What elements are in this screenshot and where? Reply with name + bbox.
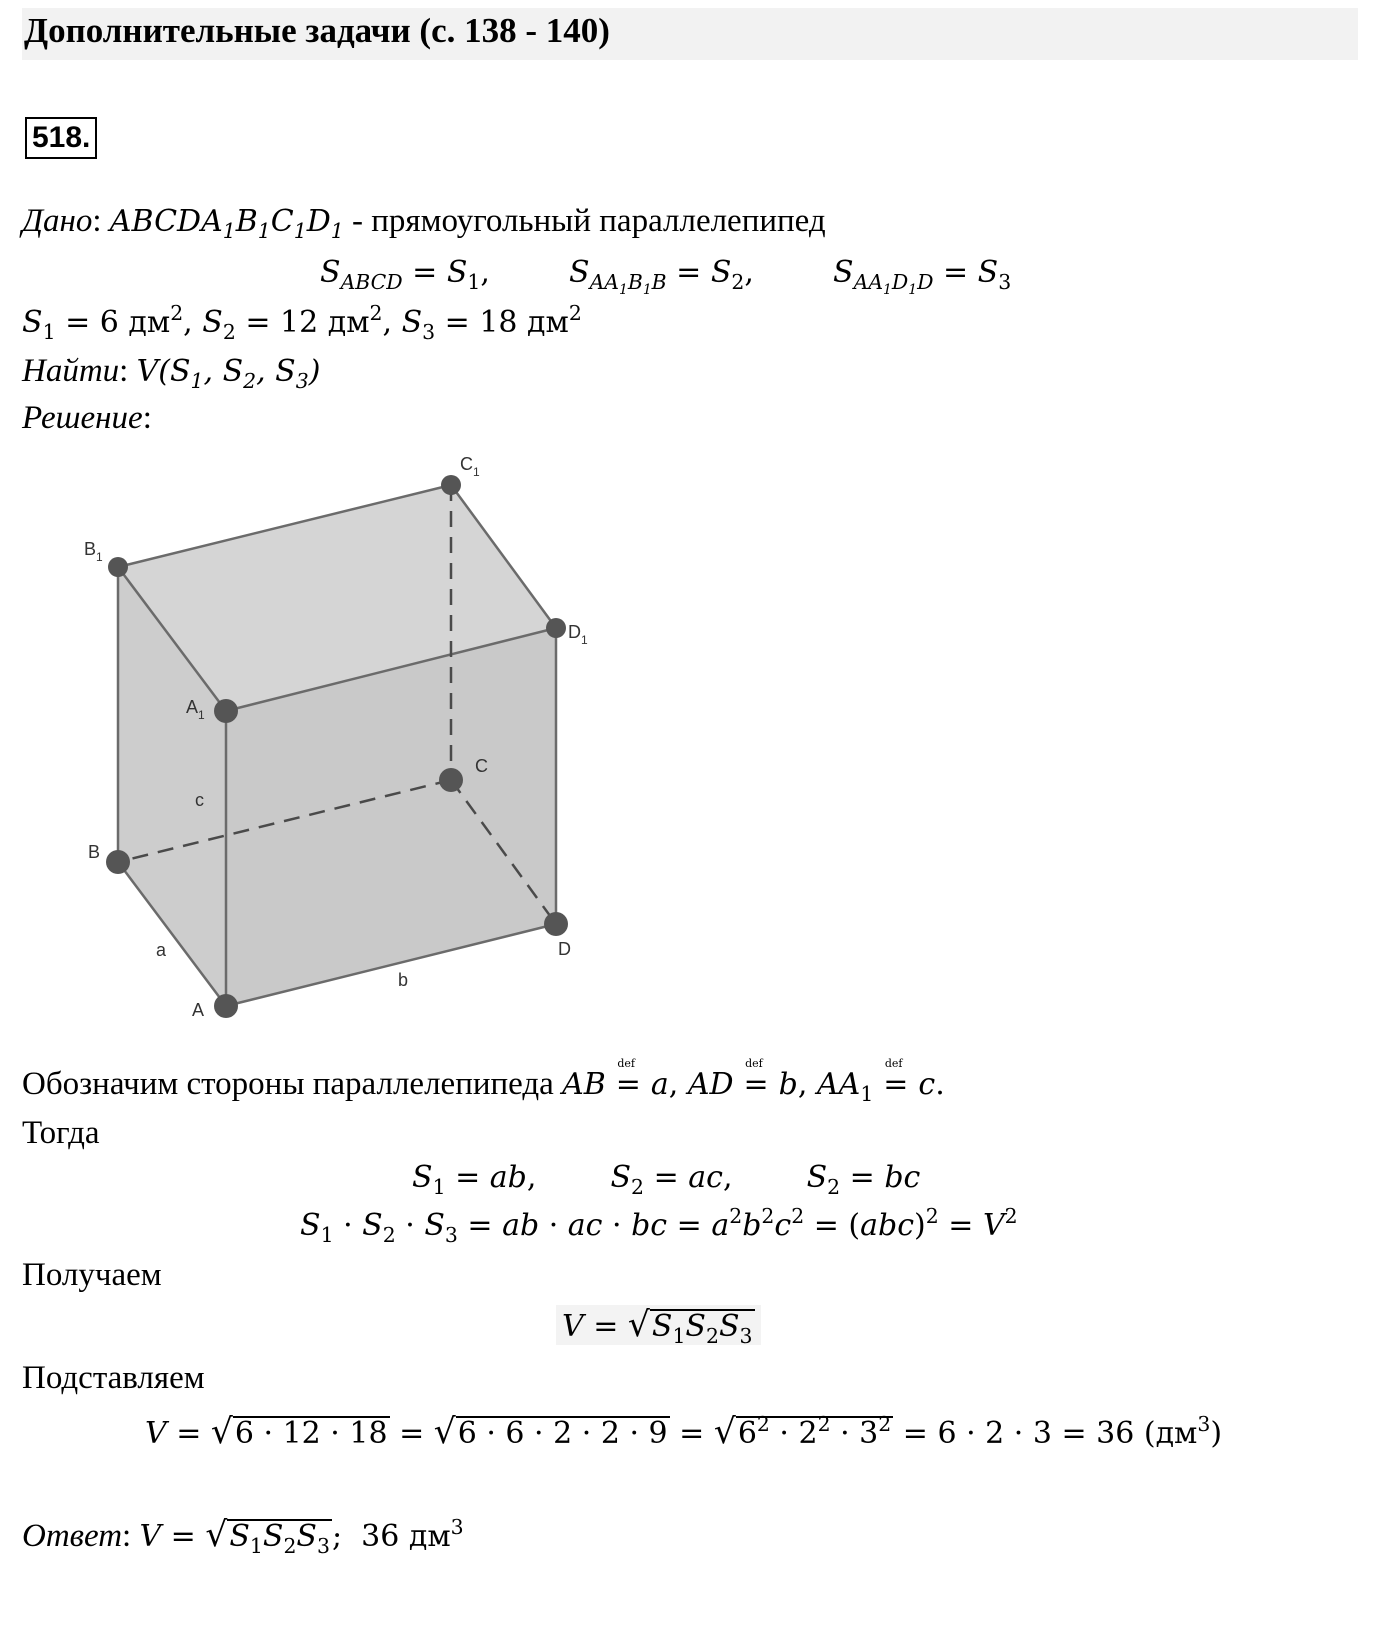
parallelepiped-figure	[0, 440, 700, 1040]
formula-product: $S_1 \cdot S_2 \cdot S_3$ = ab · ac · bc = $a^2b^2c^2 = (abc)^2 = V^2$	[300, 1203, 1018, 1248]
find-label: Найти	[22, 353, 120, 389]
vertex-a1	[214, 699, 238, 723]
label-b: B	[88, 842, 101, 862]
formula-areas: $S_1$ = ab, $S_2$ = ac, $S_2$ = bc	[412, 1160, 921, 1200]
solution-line: Решение:	[22, 400, 152, 436]
problem-number: 518.	[25, 117, 97, 159]
vertex-b1	[108, 557, 128, 577]
formula-volume: $V = √S_1S_2S_3$	[556, 1305, 761, 1345]
page-title: Дополнительные задачи (с. 138 - 140)	[24, 11, 610, 50]
answer-formula: $V = √S_1S_2S_3$; 36 $дм^3$	[139, 1514, 464, 1559]
answer-line: Ответ: $V = √S_1S_2S_3$; 36 $дм^3$	[22, 1514, 464, 1559]
given-figure: $ABCDA_1B_1C_1D_1$	[109, 204, 344, 244]
label-edge-b: b	[398, 970, 409, 990]
vertex-c	[439, 768, 463, 792]
solution-label: Решение	[22, 400, 143, 436]
then-line: Тогда	[22, 1115, 100, 1151]
given-line: Дано: $ABCDA_1B_1C_1D_1$ - прямоугольный параллелепипед	[22, 203, 826, 244]
substitute-line: Подставляем	[22, 1360, 205, 1396]
label-c1: $C_1$	[460, 454, 480, 479]
vertex-c1	[441, 475, 461, 495]
denote-defs: AB def = a, AD def = b, $AA_1$ def = c.	[562, 1057, 945, 1107]
find-line: Найти: $V(S_1$, $S_2$, $S_3$)	[22, 353, 321, 394]
given-areas: $S_{ABCD} = S_1$, $S_{AA_1B_1B} = S_2$, $S_{AA_1D_1D} = S_3$	[320, 255, 1012, 298]
formula-calculation: $V = √6 \cdot 12 \cdot 18 = √6 \cdot 6 \cdot 2 \cdot 2 \cdot 9 = √6^2 \cdot 2^2 \cdot 3^2 = 6 \cdot 2 \cdot 3 = 36$ $(дм^3)$	[145, 1411, 1223, 1452]
find-expr: $V(S_1$, $S_2$, $S_3$)	[136, 354, 321, 394]
label-edge-a: a	[156, 940, 167, 960]
label-edge-c: c	[195, 790, 204, 810]
given-desc: - прямоугольный параллелепипед	[343, 203, 826, 239]
label-d: D	[558, 939, 571, 959]
label-a: A	[192, 1000, 205, 1020]
answer-label: Ответ	[22, 1518, 123, 1554]
get-line: Получаем	[22, 1257, 162, 1293]
label-b1: $B_1$	[84, 539, 103, 564]
denote-line	[22, 1057, 945, 1107]
vertex-d1	[546, 618, 566, 638]
label-c: C	[475, 756, 488, 776]
label-a1: $A_1$	[186, 697, 205, 722]
given-label: Дано	[22, 203, 93, 239]
label-d1: $D_1$	[568, 622, 588, 647]
vertex-b	[106, 850, 130, 874]
given-values: $S_1 = 6$ $дм^2$, $S_2 = 12$ $дм^2$, $S_3 = 18$ $дм^2$	[22, 300, 582, 345]
vertex-d	[544, 912, 568, 936]
denote-text: Обозначим стороны параллелепипеда	[22, 1066, 554, 1102]
vertex-a	[214, 994, 238, 1018]
